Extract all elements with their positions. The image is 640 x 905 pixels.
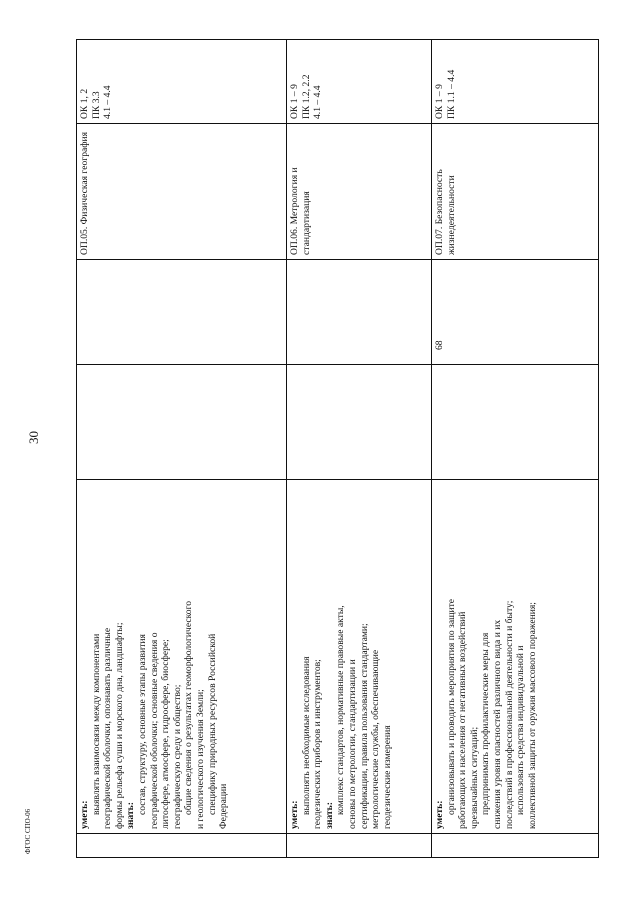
requirements-cell — [77, 480, 287, 834]
hours-cell — [287, 260, 432, 365]
requirement-line: географической оболочки, опознавать различные — [102, 627, 114, 829]
requirement-line: географической оболочки; основные сведения о — [148, 632, 160, 829]
requirement-line: сертификации, правила пользования стандартами; — [358, 623, 370, 829]
requirement-line: состав, структуру, основные этапы развития — [136, 634, 148, 815]
hours-cell: 68 — [432, 260, 599, 365]
table-row — [77, 40, 287, 858]
section-keyword: уметь: — [289, 800, 300, 829]
requirement-line: чрезвычайных ситуаций; — [468, 726, 480, 829]
competence-code: ПК 3.3 — [90, 91, 102, 119]
competence-code: ПК 1.1 – 4.4 — [445, 69, 457, 119]
competence-code: ОК 1 – 9 — [289, 84, 300, 119]
requirement-line: специфику природных ресурсов Российской — [206, 633, 218, 815]
competences-cell — [432, 40, 599, 124]
section-keyword: уметь: — [434, 800, 445, 829]
competence-code: ОК 1 – 9 — [434, 84, 445, 119]
competence-code: 4.1 – 4.4 — [102, 85, 114, 119]
requirement-line: выявлять взаимосвязи между компонентами — [90, 633, 102, 815]
requirement-line: и геологического изучения Земли; — [194, 689, 206, 829]
requirement-line: использовать средства индивидуальной и — [515, 645, 527, 815]
competences-cell — [287, 40, 432, 124]
blank-cell — [432, 365, 599, 480]
discipline-cell: ОП.07. Безопасность жизнедеятельности — [432, 124, 599, 260]
requirement-line: географическую среду и общество; — [171, 684, 183, 829]
requirement-line: предпринимать профилактические меры для — [480, 632, 492, 815]
requirement-line: формы рельефа суши и морского дна, ландшафты; — [113, 622, 125, 829]
blank-cell — [287, 365, 432, 480]
requirement-line: снижения уровня опасностей различного вида и их — [491, 619, 503, 829]
requirement-line: литосфере, атмосфере, гидросфере, биосфере; — [160, 639, 172, 829]
competence-code: ПК 1.2, 2.2 — [300, 74, 312, 119]
requirement-line: последствий в профессиональной деятельности и быту; — [503, 600, 515, 829]
requirement-line: выполнять необходимые исследования — [300, 656, 312, 815]
curriculum-table — [76, 39, 599, 858]
competence-code: 4.1 – 4.4 — [312, 85, 324, 119]
requirement-line: основы по метрологии, стандартизации и — [346, 659, 358, 829]
requirement-line: геодезических приборов и инструментов; — [312, 659, 324, 829]
requirement-line: геодезические измерения — [381, 725, 393, 829]
empty-cell — [287, 834, 432, 858]
requirement-line: организовывать и проводить мероприятия по защите — [445, 598, 457, 815]
requirement-line: общие сведения о результатах геоморфологического — [183, 600, 195, 815]
competence-code: ОК 1, 2 — [79, 88, 90, 119]
blank-cell — [77, 365, 287, 480]
requirements-cell — [432, 480, 599, 834]
requirements-cell — [287, 480, 432, 834]
requirement-line: коллективной защиты от оружия массового поражения; — [526, 602, 538, 829]
table-row — [287, 40, 432, 858]
requirement-line: комплекс стандартов, нормативные правовые акты, — [335, 605, 347, 815]
page-number: 30 — [26, 431, 41, 444]
table-body — [77, 40, 599, 858]
discipline-cell: ОП.06. Метрология и стандартизация — [287, 124, 432, 260]
requirement-line: Федерации — [218, 783, 230, 829]
competences-cell — [77, 40, 287, 124]
requirement-line: работающих и населения от негативных воздействий — [457, 611, 469, 829]
table-row — [432, 40, 599, 858]
footer-label: ФГОС СПО-06 — [24, 808, 32, 854]
section-keyword: знать: — [125, 802, 137, 829]
curriculum-table-wrap — [76, 40, 598, 858]
section-keyword: знать: — [323, 802, 335, 829]
requirement-line: метрологические службы, обеспечивающие — [370, 649, 382, 829]
discipline-cell: ОП.05. Физическая география — [77, 124, 287, 260]
section-keyword: уметь: — [79, 800, 90, 829]
hours-cell — [77, 260, 287, 365]
empty-cell — [432, 834, 599, 858]
empty-cell — [77, 834, 287, 858]
